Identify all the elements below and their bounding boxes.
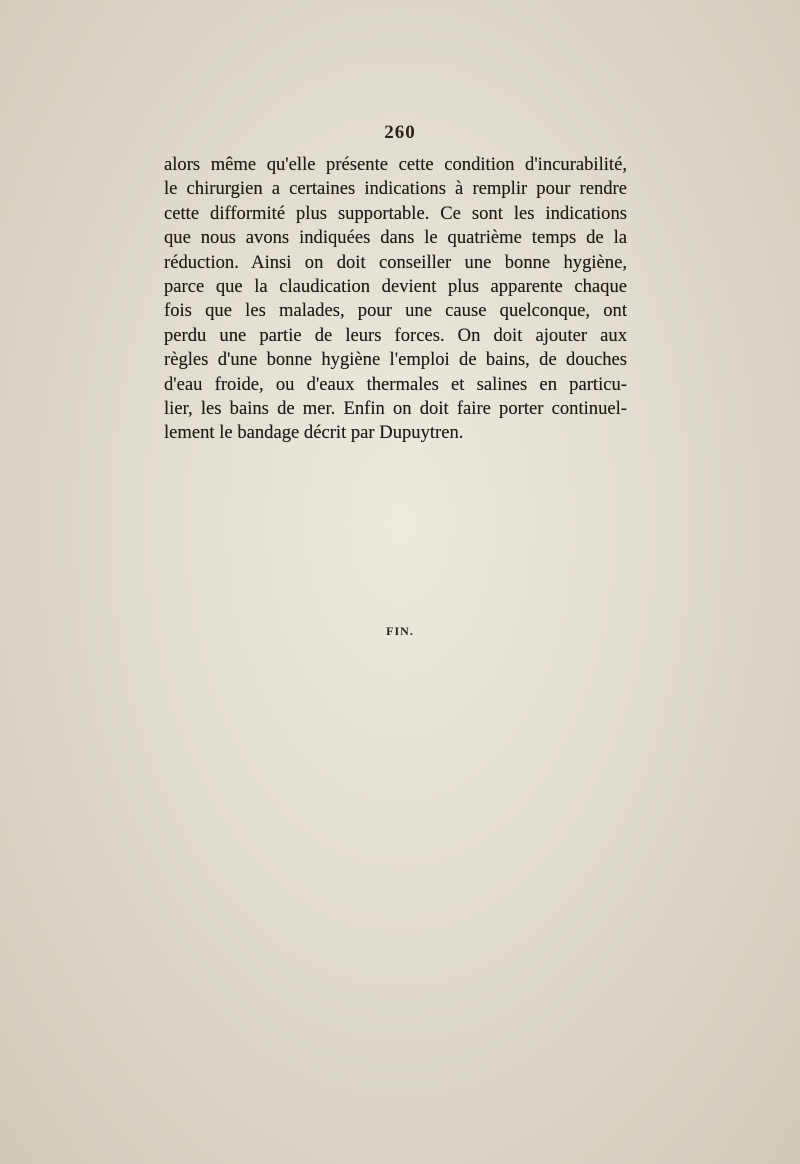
page-number: 260 (384, 122, 416, 143)
text-line: règles d'une bonne hygiène l'emploi de bains, de douches (164, 349, 627, 371)
text-line: fois que les malades, pour une cause quelconque, ont (164, 300, 627, 322)
text-line: lier, les bains de mer. Enfin on doit faire porter continuel- (164, 397, 627, 419)
body-paragraph (164, 153, 627, 446)
reverse-page-bleed-through (150, 425, 650, 995)
text-line: le chirurgien a certaines indications à remplir pour rendre (164, 178, 627, 200)
text-line: perdu une partie de leurs forces. On doit ajouter aux (164, 324, 627, 346)
text-line: alors même qu'elle présente cette condition d'incurabilité, (164, 154, 627, 175)
end-mark: FIN. (386, 624, 414, 638)
text-line: parce que la claudication devient plus apparente chaque (164, 275, 627, 297)
text-line: lement le bandage décrit par Dupuytren. (164, 422, 464, 444)
text-line: cette difformité plus supportable. Ce sont les indications (164, 202, 627, 224)
text-line: que nous avons indiquées dans le quatrième temps de la (164, 227, 627, 249)
text-line: d'eau froide, ou d'eaux thermales et salines en particu- (164, 373, 627, 395)
text-line: réduction. Ainsi on doit conseiller une bonne hygiène, (164, 251, 627, 273)
